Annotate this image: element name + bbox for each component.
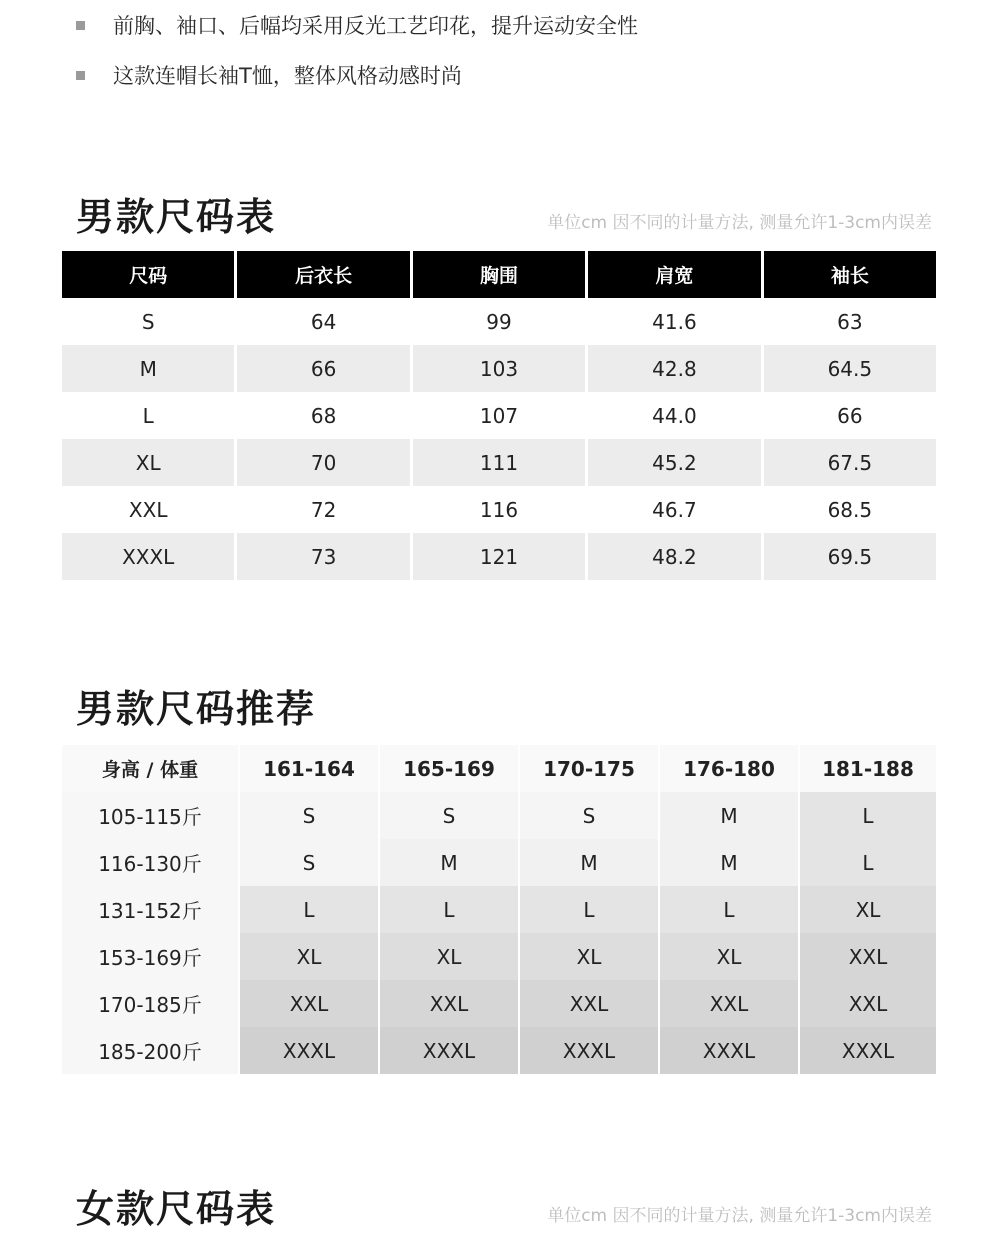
height-header-cell: 165-169: [380, 745, 518, 792]
header-cell: 肩宽: [588, 251, 760, 298]
table-cell: S: [141, 309, 155, 334]
table-cell: 70: [237, 439, 409, 486]
table-cell: 64.5: [764, 345, 936, 392]
table-row: [62, 533, 936, 580]
table-row: [62, 980, 936, 1027]
size-cell: S: [240, 839, 378, 886]
table-cell: 42.8: [588, 345, 760, 392]
table-cell: 68.5: [827, 497, 873, 522]
table-cell: XXXL: [62, 533, 234, 580]
table-cell: 63: [837, 309, 863, 334]
size-cell: XXL: [520, 980, 658, 1027]
table-row: [62, 392, 936, 439]
height-header-cell: 176-180: [660, 745, 798, 792]
size-cell: XXL: [380, 980, 518, 1027]
size-cell: XXL: [800, 980, 936, 1027]
size-cell: S: [380, 792, 518, 839]
height-header-cell: 181-188: [800, 745, 936, 792]
size-cell: XXL: [660, 980, 798, 1027]
measurement-note: 单位cm 因不同的计量方法, 测量允许1-3cm内误差: [547, 213, 932, 233]
table-row: [62, 792, 936, 839]
size-cell: M: [660, 839, 798, 886]
men-recommend-title: 男款尺码推荐: [76, 687, 317, 731]
men-recommend-table: [62, 745, 936, 1074]
size-cell: XL: [380, 933, 518, 980]
table-cell: 48.2: [588, 533, 760, 580]
table-cell: 73: [237, 533, 409, 580]
feature-item: [76, 55, 462, 95]
recommend-table-body: [62, 792, 936, 1074]
header-cell: 袖长: [764, 251, 936, 298]
weight-cell: 170-185斤: [62, 980, 238, 1027]
table-cell: 116: [479, 497, 519, 522]
corner-header-cell: 身高 / 体重: [62, 745, 238, 792]
size-cell: S: [240, 792, 378, 839]
table-cell: 72: [310, 497, 337, 522]
table-row: [62, 345, 936, 392]
weight-cell: 131-152斤: [62, 886, 238, 933]
weight-cell: 105-115斤: [62, 792, 238, 839]
table-cell: 66: [237, 345, 409, 392]
size-cell: XXXL: [240, 1027, 378, 1074]
table-cell: XL: [62, 439, 234, 486]
size-cell: XXXL: [520, 1027, 658, 1074]
men-size-table: [62, 251, 936, 580]
table-cell: 99: [486, 309, 512, 334]
table-row: [62, 839, 936, 886]
size-cell: XXXL: [800, 1027, 936, 1074]
size-cell: XL: [240, 933, 378, 980]
women-size-table-title: 女款尺码表: [76, 1187, 277, 1231]
table-cell: 68: [310, 403, 337, 428]
table-cell: 69.5: [764, 533, 936, 580]
measurement-note: 单位cm 因不同的计量方法, 测量允许1-3cm内误差: [547, 1206, 932, 1226]
weight-cell: 116-130斤: [62, 839, 238, 886]
size-cell: L: [380, 886, 518, 933]
weight-cell: 153-169斤: [62, 933, 238, 980]
feature-text: 这款连帽长袖T恤，整体风格动感时尚: [113, 64, 462, 88]
table-header-row: [62, 251, 936, 298]
table-cell: 64: [310, 309, 337, 334]
size-cell: L: [660, 886, 798, 933]
size-cell: L: [800, 839, 936, 886]
table-cell: 44.0: [652, 403, 697, 428]
table-row: [62, 886, 936, 933]
size-cell: L: [800, 792, 936, 839]
size-cell: XL: [800, 886, 936, 933]
header-cell: 尺码: [62, 251, 234, 298]
feature-text: 前胸、袖口、后幅均采用反光工艺印花，提升运动安全性: [113, 14, 638, 38]
table-row: [62, 486, 936, 533]
table-cell: 103: [413, 345, 585, 392]
size-cell: XXXL: [660, 1027, 798, 1074]
bullet-square-icon: [76, 71, 85, 80]
table-cell: XXL: [128, 497, 168, 522]
men-size-table-title: 男款尺码表: [76, 195, 277, 239]
size-cell: XXL: [240, 980, 378, 1027]
table-cell: L: [142, 403, 154, 428]
size-cell: XL: [660, 933, 798, 980]
bullet-square-icon: [76, 21, 85, 30]
table-row: [62, 1027, 936, 1074]
header-cell: 胸围: [413, 251, 585, 298]
table-cell: 107: [479, 403, 519, 428]
size-cell: L: [240, 886, 378, 933]
size-cell: L: [520, 886, 658, 933]
table-cell: 46.7: [652, 497, 697, 522]
height-header-cell: 170-175: [520, 745, 658, 792]
table-cell: 121: [413, 533, 585, 580]
table-header-row: [62, 745, 936, 792]
table-cell: 111: [413, 439, 585, 486]
table-cell: 67.5: [764, 439, 936, 486]
table-cell: M: [62, 345, 234, 392]
size-cell: XXXL: [380, 1027, 518, 1074]
size-cell: XXL: [800, 933, 936, 980]
header-cell: 后衣长: [237, 251, 409, 298]
table-cell: 66: [837, 403, 863, 428]
size-cell: S: [520, 792, 658, 839]
table-row: [62, 439, 936, 486]
height-header-cell: 161-164: [240, 745, 378, 792]
size-cell: M: [660, 792, 798, 839]
weight-cell: 185-200斤: [62, 1027, 238, 1074]
size-cell: XL: [520, 933, 658, 980]
table-row: [62, 933, 936, 980]
table-cell: 45.2: [588, 439, 760, 486]
table-cell: 41.6: [652, 309, 697, 334]
feature-item: [76, 5, 638, 45]
table-row: [62, 298, 936, 345]
size-cell: M: [520, 839, 658, 886]
size-cell: M: [380, 839, 518, 886]
